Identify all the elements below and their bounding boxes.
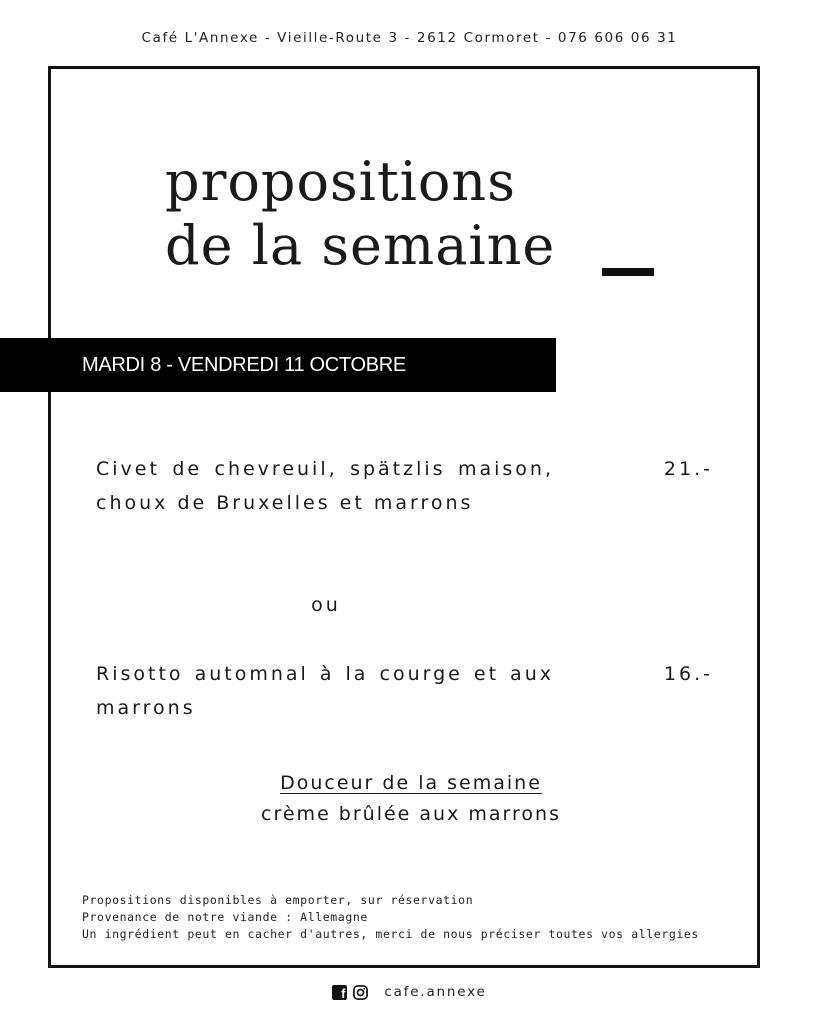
dish-1-name: Civet de chevreuil, spätzlis maison, choux de Bruxelles et marrons — [96, 458, 554, 514]
page-title — [165, 150, 555, 278]
footer — [0, 984, 819, 1000]
note-meat-origin: Provenance de notre viande : Allemagne — [82, 910, 368, 924]
title-line-2: de la semaine — [165, 214, 556, 277]
facebook-icon[interactable]: f — [332, 985, 347, 1000]
date-banner: MARDI 8 - VENDREDI 11 OCTOBRE — [0, 338, 556, 392]
note-takeaway: Propositions disponibles à emporter, sur réservation — [82, 893, 474, 907]
dish-2-price: 16.- — [663, 663, 713, 685]
notes-block — [82, 892, 699, 943]
contact-line: Café L'Annexe - Vieille-Route 3 - 2612 Cormoret - 076 606 06 31 — [141, 30, 678, 46]
dessert-title: Douceur de la semaine — [280, 772, 542, 794]
instagram-icon[interactable] — [353, 985, 368, 1000]
social-handle[interactable]: cafe.annexe — [384, 984, 487, 1000]
title-dash-decoration — [602, 268, 654, 276]
dish-1-price: 21.- — [663, 458, 713, 480]
title-line-1: propositions — [165, 150, 516, 213]
note-allergies: Un ingrédient peut en cacher d'autres, merci de nous préciser toutes vos allergies — [82, 927, 699, 941]
menu-separator: ou — [311, 594, 341, 616]
dish-2-name: Risotto automnal à la courge et aux marrons — [96, 663, 554, 719]
dessert-item: crème brûlée aux marrons — [261, 803, 561, 825]
